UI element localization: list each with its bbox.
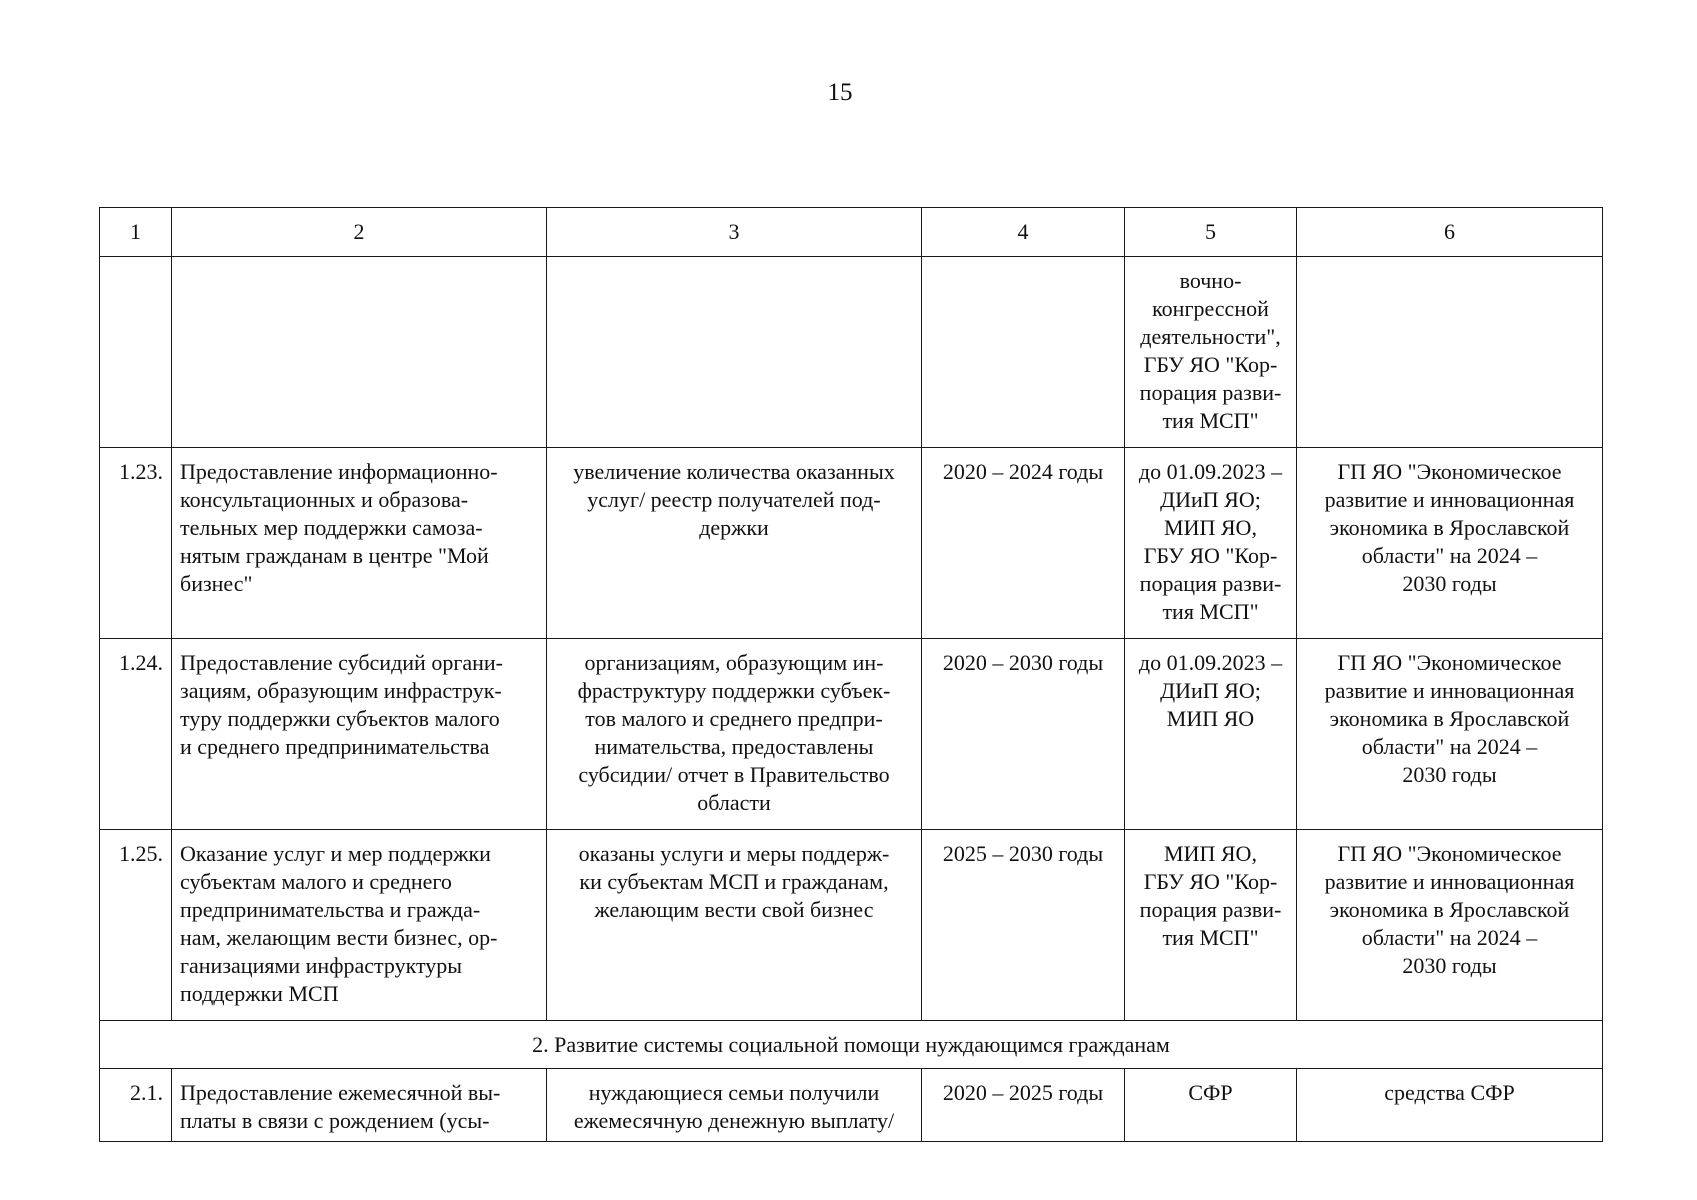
cell-executor: МИП ЯО, ГБУ ЯО "Кор- порация разви- тия МСП" bbox=[1125, 830, 1297, 1021]
column-header-3: 3 bbox=[547, 208, 922, 257]
cell-activity: Предоставление ежемесячной вы- платы в связи с рождением (усы- bbox=[172, 1069, 547, 1142]
table-row bbox=[100, 639, 1603, 830]
table-row-continuation bbox=[100, 257, 1603, 448]
cell-source: ГП ЯО "Экономическое развитие и инновационная экономика в Ярославской области" на 2024 – 2030 годы bbox=[1297, 830, 1603, 1021]
table-row bbox=[100, 830, 1603, 1021]
cell-result: оказаны услуги и меры поддерж- ки субъектам МСП и гражданам, желающим вести свой бизнес bbox=[547, 830, 922, 1021]
cell-activity: Оказание услуг и мер поддержки субъектам малого и среднего предпринимательства и гражда- нам, желающим вести бизнес, ор- ганизациями инфраструктуры поддержки МСП bbox=[172, 830, 547, 1021]
cell-source bbox=[1297, 257, 1603, 448]
column-number-header-row bbox=[100, 208, 1603, 257]
cell-period: 2025 – 2030 годы bbox=[922, 830, 1125, 1021]
cell-period bbox=[922, 257, 1125, 448]
table-row bbox=[100, 448, 1603, 639]
column-header-4: 4 bbox=[922, 208, 1125, 257]
cell-period: 2020 – 2024 годы bbox=[922, 448, 1125, 639]
cell-number: 1.24. bbox=[100, 639, 172, 830]
column-header-5: 5 bbox=[1125, 208, 1297, 257]
cell-source: ГП ЯО "Экономическое развитие и инновационная экономика в Ярославской области" на 2024 – 2030 годы bbox=[1297, 448, 1603, 639]
section-heading-row bbox=[100, 1021, 1603, 1069]
cell-source: ГП ЯО "Экономическое развитие и инновационная экономика в Ярославской области" на 2024 – 2030 годы bbox=[1297, 639, 1603, 830]
cell-activity: Предоставление информационно- консультационных и образова- тельных мер поддержки самоза- нятым гражданам в центре "Мой бизнес" bbox=[172, 448, 547, 639]
table-row bbox=[100, 1069, 1603, 1142]
page-number: 15 bbox=[827, 79, 853, 106]
cell-executor: СФР bbox=[1125, 1069, 1297, 1142]
measures-table bbox=[99, 207, 1603, 1142]
cell-result: нуждающиеся семьи получили ежемесячную денежную выплату/ bbox=[547, 1069, 922, 1142]
cell-executor: вочно- конгрессной деятельности", ГБУ ЯО "Кор- порация разви- тия МСП" bbox=[1125, 257, 1297, 448]
cell-source: средства СФР bbox=[1297, 1069, 1603, 1142]
cell-result: увеличение количества оказанных услуг/ реестр получателей под- держки bbox=[547, 448, 922, 639]
cell-result: организациям, образующим ин- фраструктуру поддержки субъек- тов малого и среднего предпри- нимательства, предоставлены субсидии/ отчет в Правительство области bbox=[547, 639, 922, 830]
column-header-1: 1 bbox=[100, 208, 172, 257]
cell-result bbox=[547, 257, 922, 448]
section-title: 2. Развитие системы социальной помощи нуждающимся гражданам bbox=[100, 1021, 1603, 1069]
cell-activity: Предоставление субсидий органи- зациям, образующим инфраструк- туру поддержки субъектов малого и среднего предпринимательства bbox=[172, 639, 547, 830]
cell-activity bbox=[172, 257, 547, 448]
column-header-6: 6 bbox=[1297, 208, 1603, 257]
cell-number bbox=[100, 257, 172, 448]
cell-number: 1.23. bbox=[100, 448, 172, 639]
cell-executor: до 01.09.2023 – ДИиП ЯО; МИП ЯО bbox=[1125, 639, 1297, 830]
cell-number: 2.1. bbox=[100, 1069, 172, 1142]
column-header-2: 2 bbox=[172, 208, 547, 257]
cell-period: 2020 – 2030 годы bbox=[922, 639, 1125, 830]
cell-period: 2020 – 2025 годы bbox=[922, 1069, 1125, 1142]
cell-number: 1.25. bbox=[100, 830, 172, 1021]
cell-executor: до 01.09.2023 – ДИиП ЯО; МИП ЯО, ГБУ ЯО "Кор- порация разви- тия МСП" bbox=[1125, 448, 1297, 639]
